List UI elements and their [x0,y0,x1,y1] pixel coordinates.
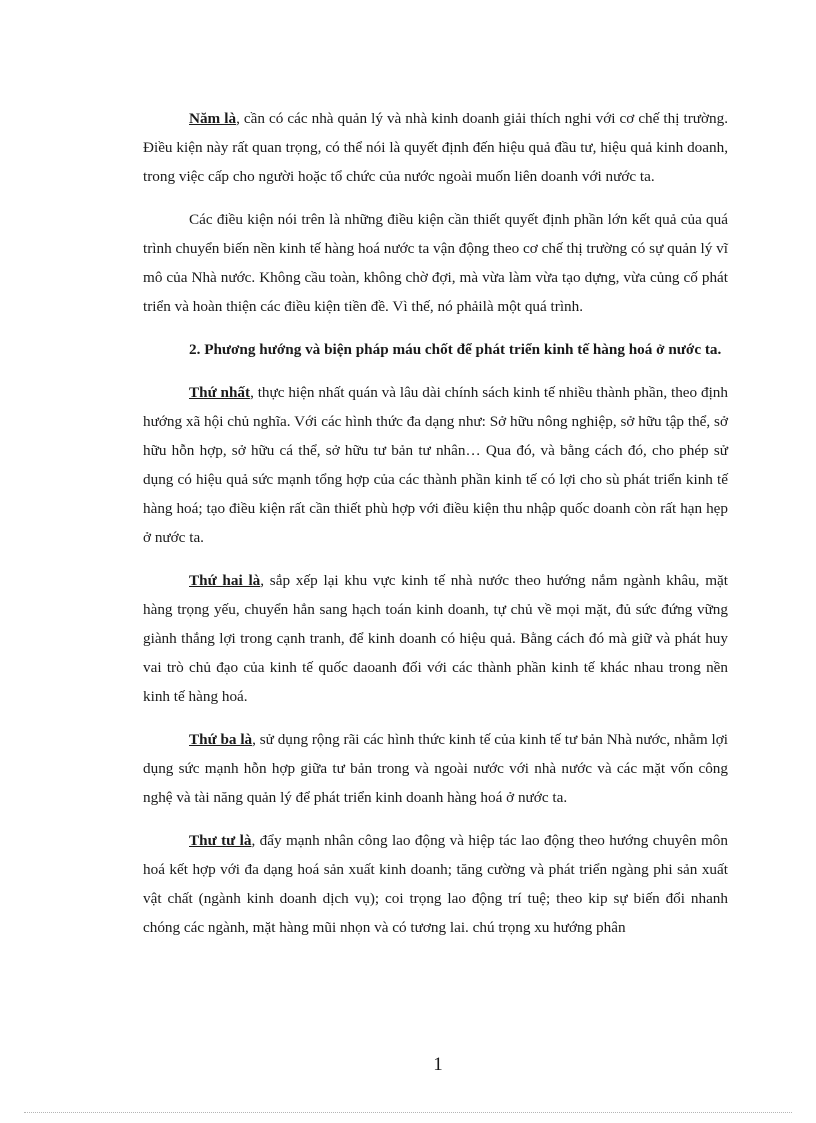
paragraph-text: , cần có các nhà quản lý và nhà kinh doanh giải thích nghi với cơ chế thị trường. Điều kiện này rất quan trọng, có thể nói là quyết định đến hiệu quả đầu tư, hiệu quả kinh doanh, trong việc cấp cho người hoặc tổ chức của nước ngoài muốn liên doanh với nước ta. [143,110,729,185]
paragraph-dieu-kien [143,205,728,321]
page-number: 1 [433,1054,443,1075]
section-heading: 2. Phương hướng và biện pháp máu chốt để phát triển kinh tế hàng hoá ở nước ta. [189,341,722,358]
paragraph-nam-la [143,104,728,191]
paragraph-lead: Thứ nhất [189,384,251,401]
paragraph-text: , đẩy mạnh nhân công lao động và hiệp tác lao động theo hướng chuyên môn hoá kết hợp với đa dạng hoá sản xuất kinh doanh; tăng cường và phát triển ngàng phi sản xuất vật chất (ngành kinh doanh dịch vụ); coi trọng lao động trí tuệ; theo kip sự biến đổi nhanh chóng các ngành, mặt hàng mũi nhọn và có tương lai. chú trọng xu hướng phân [143,832,728,936]
paragraph-thu-tu [143,826,728,942]
paragraph-text: Các điều kiện nói trên là những điều kiện cần thiết quyết định phần lớn kết quả của quá trình chuyển biến nền kinh tế hàng hoá nước ta vận động theo cơ chế thị trường có sự quản lý vĩ mô của Nhà nước. Không cầu toàn, không chờ đợi, mà vừa làm vừa tạo dựng, vừa củng cố phát triển và hoàn thiện các điều kiện tiền đề. Vì thế, nó phảilà một quá trình. [143,211,728,315]
paragraph-thu-nhat [143,378,728,552]
paragraph-lead: Năm là [189,110,237,127]
paragraph-thu-hai [143,566,728,711]
paragraph-lead: Thư tư là [189,832,252,849]
paragraph-text: , sử dụng rộng rãi các hình thức kinh tế của kinh tế tư bản Nhà nước, nhằm lợi dụng sức mạnh hỗn hợp giữa tư bản trong và ngoài nước với nhà nước và các mặt vốn công nghệ và tài năng quản lý để phát triển kinh doanh hàng hoá ở nước ta. [143,731,729,806]
paragraph-lead: Thứ hai là [189,572,261,589]
paragraph-text: , thực hiện nhất quán và lâu dài chính sách kinh tế nhiều thành phần, theo định hướng xã hội chủ nghĩa. Với các hình thức đa dạng như: Sở hữu nông nghiệp, sở hữu tập thể, sở hữu hỗn hợp, sở hữu cá thể, sở hữu tư bản tư nhân… Qua đó, và bằng cách đó, cho phép sử dụng có hiệu quả sức mạnh tổng hợp của các thành phần kinh tế có lợi cho sù phát triển kinh tế hàng hoá; tạo điều kiện rất cần thiết phù hợp với điều kiện thu nhập quốc doanh còn rất hạn hẹp ở nước ta. [143,384,728,546]
body-text [143,104,728,956]
paragraph-lead: Thứ ba là [189,731,253,748]
paragraph-thu-ba [143,725,728,812]
paragraph-text: , sắp xếp lại khu vực kinh tế nhà nước theo hướng nắm ngành khâu, mặt hàng trọng yếu, chuyển hẳn sang hạch toán kinh doanh, tự chủ về mọi mặt, đủ sức đứng vững giành thắng lợi trong cạnh tranh, để kinh doanh có hiệu quả. Bằng cách đó mà giữ và phát huy vai trò chủ đạo của kinh tế quốc daoanh đối với các thành phần kinh tế khác nhau trong nền kinh tế hàng hoá. [143,572,728,705]
footer-divider [24,1112,792,1113]
